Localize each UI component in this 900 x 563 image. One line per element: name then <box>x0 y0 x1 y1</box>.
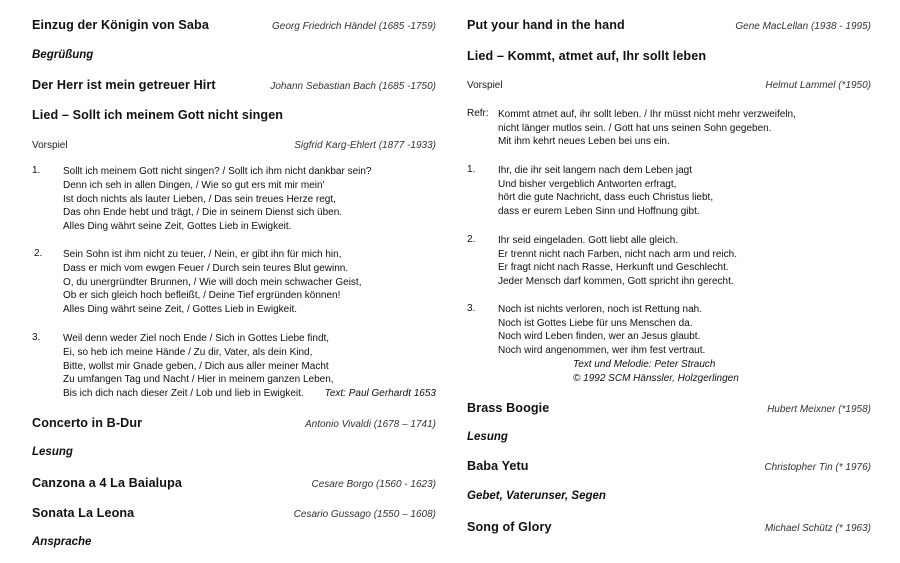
verse-line: dass er eurem Leben Sinn und Hoffnung gibt. <box>498 205 700 217</box>
piece-title: Canzona a 4 La Baialupa <box>32 476 182 490</box>
piece-composer: Georg Friedrich Händel (1685 -1759) <box>272 21 436 32</box>
section-ansprache: Ansprache <box>32 536 92 548</box>
program-item-put-your-hand <box>467 18 871 36</box>
verse-text <box>63 165 436 234</box>
program-item-sonata <box>32 506 436 524</box>
program-item-baba-yetu <box>467 459 871 477</box>
verse-line: Alles Ding währt seine Zeit, / Gottes Lieb in Ewigkeit. <box>63 304 297 316</box>
verse-line: Zu umfangen Tag und Nacht / Hier in meinem ganzen Leben, <box>63 374 334 386</box>
piece-composer: Antonio Vivaldi (1678 – 1741) <box>304 419 436 430</box>
piece-composer: Hubert Meixner (*1958) <box>767 404 871 415</box>
verse-text <box>63 332 436 401</box>
piece-composer: Johann Sebastian Bach (1685 -1750) <box>270 81 436 92</box>
verse-line: Er fragt nicht nach Rasse, Herkunft und Geschlecht. <box>498 262 729 274</box>
piece-composer: Cesare Borgo (1560 - 1623) <box>311 479 436 490</box>
verse-line: Noch wird angenommen, wer ihm fest vertraut. <box>498 344 706 356</box>
refrain-label: Refr: <box>467 108 489 119</box>
piece-composer: Christopher Tin (* 1976) <box>764 462 871 473</box>
vorspiel-composer: Sigfrid Karg-Ehlert (1877 -1933) <box>294 140 436 151</box>
piece-composer: Gene MacLellan (1938 - 1995) <box>735 21 871 32</box>
verse-line: Noch wird Leben finden, wer an Jesus glaubt. <box>498 331 701 343</box>
verse-text <box>63 248 436 317</box>
section-lesung: Lesung <box>32 446 73 458</box>
program-item-herr <box>32 78 436 96</box>
verse-line: Jeder Mensch darf kommen, Gott spricht ihn gerecht. <box>498 275 734 287</box>
verse-line: Dass er mich vom ewgen Feuer / Durch sein teures Blut gewinn. <box>63 262 349 274</box>
piece-title: Song of Glory <box>467 520 552 534</box>
verse-line: O, du unergründter Brunnen, / Wie will doch mein schwacher Geist, <box>63 276 362 288</box>
verse-line: Noch ist Gottes Liebe für uns Menschen da. <box>498 317 693 329</box>
piece-title: Der Herr ist mein getreuer Hirt <box>32 78 216 92</box>
piece-title: Put your hand in the hand <box>467 18 625 32</box>
credit-line: © 1992 SCM Hänssler, Holzgerlingen <box>573 372 739 384</box>
vorspiel-label: Vorspiel <box>32 140 68 151</box>
program-item-lied <box>32 108 436 126</box>
program-item-lied <box>467 49 871 67</box>
song-credit <box>573 358 739 385</box>
verse-text <box>498 108 871 149</box>
piece-composer: Cesario Gussago (1550 – 1608) <box>293 509 436 520</box>
verse-line: Ihr, die ihr seit langem nach dem Leben jagt <box>498 165 693 176</box>
program-item-song-of-glory <box>467 520 871 538</box>
vorspiel-label: Vorspiel <box>467 80 503 91</box>
verse-line: Bis ich dich nach dieser Zeit / Lob und lieb in Ewigkeit. <box>63 388 304 400</box>
piece-title: Sonata La Leona <box>32 506 135 520</box>
verse-line: nicht länger mutlos sein. / Gott hat uns seinen Sohn gegeben. <box>498 122 772 134</box>
vorspiel-row <box>32 140 436 151</box>
verse-line: Er trennt nicht nach Farben, nicht nach arm und reich. <box>498 248 738 260</box>
verse-text <box>498 303 871 357</box>
piece-title: Concerto in B-Dur <box>32 416 143 430</box>
program-item-brass-boogie <box>467 401 871 419</box>
program-item-canzona <box>32 476 436 494</box>
song-title: Lied – Sollt ich meinem Gott nicht singen <box>32 108 284 122</box>
verse-line: Sein Sohn ist ihm nicht zu teuer, / Nein, er gibt ihn für mich hin, <box>63 249 342 260</box>
verse-line: hört die gute Nachricht, dass euch Christus liebt, <box>498 192 714 204</box>
verse-line: Das ohn Ende hebt und trägt, / Die in seinem Dienst sich üben. <box>63 207 343 219</box>
piece-title: Brass Boogie <box>467 401 550 415</box>
verse-line: Denn ich seh in allen Dingen, / Wie so gut ers mit mir mein' <box>63 179 325 191</box>
song-title: Lied – Kommt, atmet auf, Ihr sollt leben <box>467 49 707 63</box>
verse-line: Ei, so heb ich meine Hände / Zu dir, Vater, als dein Kind, <box>63 346 313 358</box>
vorspiel-composer: Helmut Lammel (*1950) <box>765 80 871 91</box>
verse-number: 2. <box>467 234 476 245</box>
verse-line: Ob er sich gleich hoch befleißt, / Deine Tief ergründen können! <box>63 290 341 302</box>
verse-number: 2. <box>34 248 43 259</box>
verse-line: Weil denn weder Ziel noch Ende / Sich in Gottes Liebe findt, <box>63 333 330 344</box>
piece-title: Einzug der Königin von Saba <box>32 18 209 32</box>
verse-number: 1. <box>32 165 41 176</box>
section-lesung: Lesung <box>467 431 508 443</box>
verse-text <box>498 234 871 288</box>
verse-number: 3. <box>32 332 41 343</box>
verse-text <box>498 164 871 218</box>
vorspiel-row <box>467 80 871 91</box>
piece-title: Baba Yetu <box>467 459 529 473</box>
verse-number: 1. <box>467 164 476 175</box>
verse-line: Ist doch nichts als lauter Lieben, / Das sein treues Herze regt, <box>63 193 336 205</box>
program-item-einzug <box>32 18 436 36</box>
verse-line: Bitte, wollst mir Gnade geben, / Dich aus aller meiner Macht <box>63 360 329 372</box>
section-gebet: Gebet, Vaterunser, Segen <box>467 490 606 502</box>
verse-line: Und bisher vergeblich Antworten erfragt, <box>498 178 677 190</box>
credit-line: Text und Melodie: Peter Strauch <box>573 359 716 370</box>
verse-line: Alles Ding währt seine Zeit, Gottes Lieb in Ewigkeit. <box>63 221 292 233</box>
verse-line: Kommt atmet auf, ihr sollt leben. / Ihr müsst nicht mehr verzweifeln, <box>498 109 796 120</box>
verse-line: Noch ist nichts verloren, noch ist Rettung nah. <box>498 304 702 315</box>
text-credit: Text: Paul Gerhardt 1653 <box>324 388 436 400</box>
verse-line: Mit ihm kehrt neues Leben bei uns ein. <box>498 136 670 148</box>
verse-last-line <box>63 387 436 401</box>
verse-number: 3. <box>467 303 476 314</box>
piece-composer: Michael Schütz (* 1963) <box>764 523 871 534</box>
verse-line: Sollt ich meinem Gott nicht singen? / Sollt ich ihm nicht dankbar sein? <box>63 166 372 177</box>
verse-line: Ihr seid eingeladen. Gott liebt alle gleich. <box>498 235 679 246</box>
section-begruessung: Begrüßung <box>32 49 94 61</box>
program-item-concerto <box>32 416 436 434</box>
